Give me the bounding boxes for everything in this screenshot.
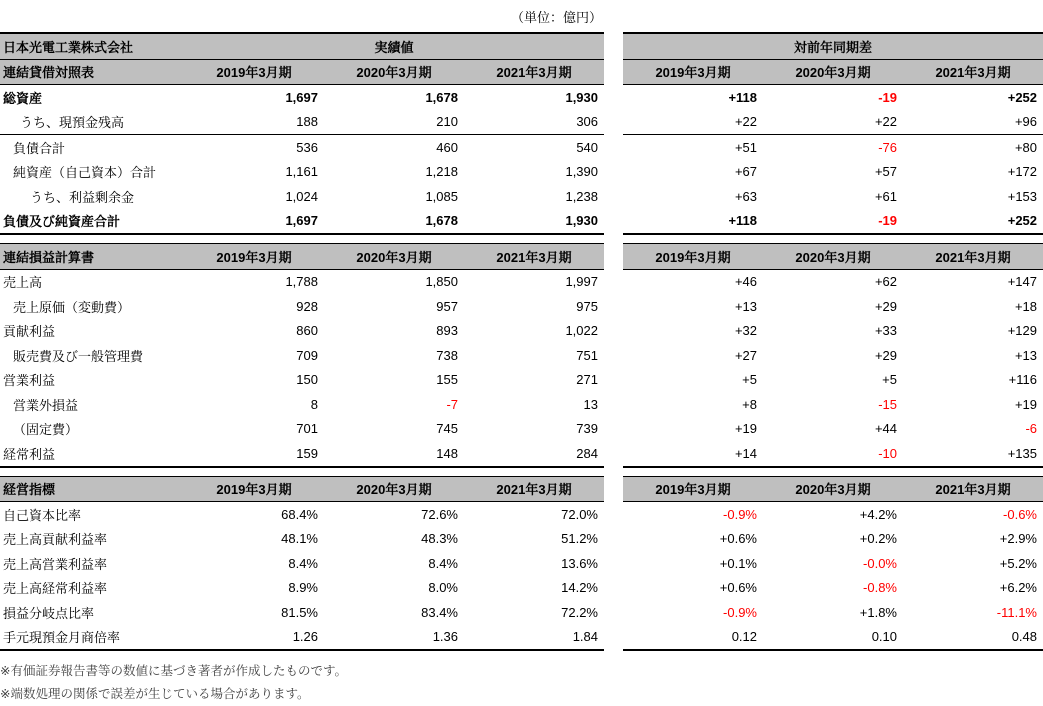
- actual-value-cell: 188: [184, 110, 324, 135]
- diff-value-cell: -0.9%: [723, 506, 757, 522]
- year-header: 2020年3月期: [763, 476, 903, 502]
- diff-value-cell: +13: [1014, 347, 1037, 363]
- unit-label: （単位：億円）: [510, 10, 602, 25]
- year-header: 2021年3月期: [464, 244, 604, 270]
- table-row: [0, 85, 604, 110]
- actual-value-cell: 159: [184, 441, 324, 467]
- income-statement-section: [0, 243, 1043, 468]
- actual-value-cell: 210: [324, 110, 464, 135]
- diff-value-cell: +5.2%: [999, 555, 1037, 571]
- header-row: [623, 476, 1043, 502]
- table-row: [623, 343, 1043, 368]
- actual-value-cell: 1,161: [285, 164, 318, 180]
- row-label: 損益分岐点比率: [3, 605, 95, 621]
- actual-value-cell: 745: [436, 421, 458, 437]
- diff-value-cell: +153: [1007, 188, 1038, 204]
- section-title-kpi: 経営指標: [0, 476, 184, 502]
- diff-value-cell: +13: [734, 298, 757, 314]
- diff-value-cell: +118: [623, 209, 763, 235]
- header-row: [623, 59, 1043, 85]
- table-row: [0, 368, 604, 393]
- diff-header: 対前年同期差: [623, 33, 1043, 59]
- actual-value-cell: 72.6%: [421, 506, 458, 522]
- kpi-actuals-table: [0, 476, 604, 652]
- actual-value-cell: 284: [464, 441, 604, 467]
- actual-value-cell: 13.6%: [561, 555, 598, 571]
- company-name: 日本光電工業株式会社: [0, 33, 184, 59]
- row-label: 販売費及び一般管理費: [13, 348, 144, 364]
- diff-value-cell: +8: [742, 396, 757, 412]
- kpi-actuals-header: [0, 476, 604, 502]
- year-header: 2021年3月期: [903, 59, 1043, 85]
- diff-value-cell: -0.8%: [863, 580, 897, 596]
- actual-value-cell: 1.26: [184, 625, 324, 651]
- diff-value-cell: -15: [878, 396, 897, 412]
- diff-value-cell: -10: [763, 441, 903, 467]
- income-statement-diff-table: [623, 243, 1043, 468]
- actual-value-cell: 14.2%: [561, 580, 598, 596]
- actual-value-cell: 51.2%: [561, 531, 598, 547]
- actual-value-cell: 893: [436, 323, 458, 339]
- header-row: [0, 59, 604, 85]
- table-row: [0, 343, 604, 368]
- kpi-diff-header: [623, 476, 1043, 502]
- diff-value-cell: +0.2%: [859, 531, 897, 547]
- actual-value-cell: 1,022: [565, 323, 598, 339]
- actual-value-cell: 957: [436, 298, 458, 314]
- row-label: うち、現預金残高: [0, 110, 184, 135]
- table-row: [623, 551, 1043, 576]
- year-header: 2021年3月期: [464, 476, 604, 502]
- row-label: 売上高営業利益率: [3, 556, 108, 572]
- table-row: [623, 160, 1043, 185]
- income-statement-actuals-header: [0, 244, 604, 270]
- diff-value-cell: +6.2%: [999, 580, 1037, 596]
- table-row: [0, 110, 604, 135]
- diff-value-cell: +29: [874, 347, 897, 363]
- income-statement-actuals-body: [0, 269, 604, 467]
- row-label: 自己資本比率: [3, 507, 82, 523]
- table-row: [0, 527, 604, 552]
- actual-value-cell: 975: [576, 298, 598, 314]
- footnote: ※端数処理の関係で誤差が生じている場合があります。: [0, 687, 310, 701]
- table-row: [623, 502, 1043, 527]
- diff-value-cell: +0.6%: [719, 531, 757, 547]
- diff-value-cell: +44: [874, 421, 897, 437]
- diff-value-cell: +5: [882, 372, 897, 388]
- year-header: 2019年3月期: [184, 476, 324, 502]
- diff-value-cell: +19: [1014, 396, 1037, 412]
- actual-value-cell: 751: [576, 347, 598, 363]
- actual-value-cell: 739: [576, 421, 598, 437]
- row-label: 負債合計: [13, 140, 66, 156]
- diff-value-cell: +67: [734, 164, 758, 180]
- actual-value-cell: 48.1%: [281, 531, 318, 547]
- actual-value-cell: 13: [583, 396, 598, 412]
- year-header: 2019年3月期: [184, 244, 324, 270]
- table-row: [0, 184, 604, 209]
- year-header: 2020年3月期: [324, 476, 464, 502]
- section-title-income-statement: 連結損益計算書: [0, 244, 184, 270]
- actual-value-cell: 1,218: [425, 164, 458, 180]
- actual-value-cell: 72.0%: [561, 506, 598, 522]
- actual-value-cell: 709: [296, 347, 318, 363]
- actual-value-cell: 8.9%: [288, 580, 318, 596]
- actual-value-cell: 1.36: [324, 625, 464, 651]
- year-header: 2020年3月期: [763, 59, 903, 85]
- actual-value-cell: 460: [436, 139, 458, 155]
- actual-value-cell: 1,678: [425, 89, 458, 105]
- diff-value-cell: +0.6%: [719, 580, 757, 596]
- actual-value-cell: 701: [296, 421, 318, 437]
- actual-value-cell: 306: [464, 110, 604, 135]
- diff-value-cell: -19: [763, 209, 903, 235]
- year-header: 2019年3月期: [184, 59, 324, 85]
- table-row: [0, 576, 604, 601]
- diff-value-cell: +135: [903, 441, 1043, 467]
- actual-value-cell: 81.5%: [281, 604, 318, 620]
- table-row: [623, 625, 1043, 651]
- table-row: [0, 502, 604, 527]
- diff-value-cell: +96: [903, 110, 1043, 135]
- diff-value-cell: +252: [1007, 89, 1038, 105]
- section-title-balance-sheet: 連結貸借対照表: [0, 59, 184, 85]
- diff-value-cell: +5: [742, 372, 757, 388]
- diff-value-cell: +57: [874, 164, 898, 180]
- table-row: [623, 269, 1043, 294]
- actual-value-cell: 155: [436, 372, 458, 388]
- actual-value-cell: 68.4%: [281, 506, 318, 522]
- header-row: [0, 33, 604, 59]
- table-row: [623, 576, 1043, 601]
- diff-value-cell: -11.1%: [996, 604, 1037, 620]
- balance-sheet-actuals-header: [0, 33, 604, 85]
- diff-value-cell: +252: [903, 209, 1043, 235]
- actual-value-cell: 48.3%: [421, 531, 458, 547]
- table-row: [0, 600, 604, 625]
- table-row: [0, 269, 604, 294]
- diff-value-cell: +1.8%: [859, 604, 897, 620]
- table-row: [623, 135, 1043, 160]
- kpi-section: [0, 476, 1043, 652]
- kpi-actuals-body: [0, 502, 604, 651]
- diff-value-cell: -0.6%: [1003, 506, 1037, 522]
- actual-value-cell: 540: [576, 139, 599, 155]
- income-statement-diff-header: [623, 244, 1043, 270]
- diff-value-cell: +22: [623, 110, 763, 135]
- row-label: 売上高貢献利益率: [3, 532, 108, 548]
- header-row: [623, 33, 1043, 59]
- year-header: 2020年3月期: [763, 244, 903, 270]
- table-row: [0, 135, 604, 160]
- diff-value-cell: +29: [874, 298, 897, 314]
- balance-sheet-actuals-body: [0, 85, 604, 235]
- actual-value-cell: 738: [436, 347, 458, 363]
- diff-value-cell: +2.9%: [999, 531, 1037, 547]
- actual-value-cell: 150: [296, 372, 318, 388]
- actual-value-cell: 1,024: [285, 188, 318, 204]
- actual-value-cell: 1,788: [285, 274, 318, 290]
- table-row: [623, 209, 1043, 235]
- actual-value-cell: 8.4%: [428, 555, 458, 571]
- header-row: [0, 244, 604, 270]
- actual-value-cell: 1,678: [324, 209, 464, 235]
- income-statement-diff-body: [623, 269, 1043, 467]
- diff-value-cell: +4.2%: [859, 506, 897, 522]
- table-row: [0, 392, 604, 417]
- table-row: [0, 209, 604, 235]
- row-label: 営業外損益: [13, 397, 79, 413]
- row-label: 営業利益: [3, 373, 56, 389]
- diff-value-cell: +27: [734, 347, 757, 363]
- row-label: 売上原価（変動費）: [13, 299, 131, 315]
- row-label: 総資産: [3, 90, 43, 106]
- row-label: うち、利益剰余金: [30, 189, 135, 205]
- actual-value-cell: 928: [296, 298, 318, 314]
- table-row: [623, 294, 1043, 319]
- year-header: 2020年3月期: [324, 59, 464, 85]
- actual-value-cell: 8.4%: [288, 555, 318, 571]
- diff-value-cell: 0.48: [903, 625, 1043, 651]
- year-header: 2021年3月期: [903, 244, 1043, 270]
- diff-value-cell: +62: [874, 274, 897, 290]
- income-statement-actuals-table: [0, 243, 604, 468]
- diff-value-cell: +14: [623, 441, 763, 467]
- diff-value-cell: +80: [1014, 139, 1038, 155]
- actual-value-cell: 1,085: [425, 188, 458, 204]
- table-row: [0, 160, 604, 185]
- kpi-diff-body: [623, 502, 1043, 651]
- diff-value-cell: +18: [1014, 298, 1037, 314]
- diff-value-cell: +172: [1007, 164, 1038, 180]
- actual-value-cell: 1,238: [565, 188, 599, 204]
- footnote: ※有価証券報告書等の数値に基づき著者が作成したものです。: [0, 664, 347, 678]
- diff-value-cell: -0.0%: [863, 555, 897, 571]
- table-row: [623, 184, 1043, 209]
- actual-value-cell: 8: [310, 396, 318, 412]
- table-row: [0, 417, 604, 442]
- table-row: [623, 527, 1043, 552]
- table-row: [623, 319, 1043, 344]
- table-row: [623, 85, 1043, 110]
- table-row: [0, 294, 604, 319]
- diff-value-cell: +33: [874, 323, 897, 339]
- header-row: [0, 476, 604, 502]
- footnotes: [0, 660, 1043, 706]
- diff-value-cell: +129: [1007, 323, 1037, 339]
- row-label: 売上高: [3, 275, 43, 291]
- balance-sheet-diff-header: [623, 33, 1043, 85]
- actual-value-cell: 1.84: [464, 625, 604, 651]
- row-label: 純資産（自己資本）合計: [13, 165, 157, 181]
- diff-value-cell: -0.9%: [723, 604, 757, 620]
- actual-value-cell: 1,997: [565, 274, 598, 290]
- actual-value-cell: 1,930: [464, 209, 604, 235]
- diff-value-cell: +116: [1008, 372, 1037, 388]
- diff-value-cell: +118: [728, 89, 758, 105]
- table-row: [623, 392, 1043, 417]
- diff-value-cell: +0.1%: [719, 555, 757, 571]
- table-row: [623, 417, 1043, 442]
- table-row: [623, 368, 1043, 393]
- kpi-diff-table: [623, 476, 1043, 652]
- balance-sheet-diff-body: [623, 85, 1043, 235]
- actual-value-cell: 1,390: [565, 164, 599, 180]
- actuals-header: 実績値: [184, 33, 604, 59]
- table-row: [0, 551, 604, 576]
- row-label: 貢献利益: [3, 324, 56, 340]
- table-row: [0, 319, 604, 344]
- balance-sheet-actuals-table: [0, 32, 604, 235]
- row-label: 負債及び純資産合計: [0, 209, 184, 235]
- diff-value-cell: +32: [734, 323, 757, 339]
- table-row: [0, 441, 604, 467]
- balance-sheet-diff-table: [623, 32, 1043, 235]
- row-label: （固定費）: [13, 422, 79, 438]
- diff-value-cell: 0.10: [763, 625, 903, 651]
- diff-value-cell: +61: [874, 188, 898, 204]
- row-label: 手元現預金月商倍率: [0, 625, 184, 651]
- year-header: 2019年3月期: [623, 244, 763, 270]
- actual-value-cell: 8.0%: [428, 580, 458, 596]
- table-row: [623, 441, 1043, 467]
- diff-value-cell: +19: [734, 421, 757, 437]
- year-header: 2021年3月期: [903, 476, 1043, 502]
- actual-value-cell: 148: [324, 441, 464, 467]
- table-row: [0, 625, 604, 651]
- actual-value-cell: 536: [296, 139, 318, 155]
- actual-value-cell: 271: [576, 372, 598, 388]
- row-label: 売上高経常利益率: [3, 581, 108, 597]
- actual-value-cell: 1,697: [184, 209, 324, 235]
- year-header: 2019年3月期: [623, 476, 763, 502]
- year-header: 2020年3月期: [324, 244, 464, 270]
- row-label: 経常利益: [0, 441, 184, 467]
- diff-value-cell: +22: [763, 110, 903, 135]
- balance-sheet-section: [0, 32, 1043, 235]
- diff-value-cell: +63: [734, 188, 758, 204]
- header-row: [623, 244, 1043, 270]
- diff-value-cell: 0.12: [623, 625, 763, 651]
- table-row: [623, 600, 1043, 625]
- actual-value-cell: 72.2%: [561, 604, 598, 620]
- diff-value-cell: -19: [878, 89, 898, 105]
- diff-value-cell: -6: [1025, 421, 1037, 437]
- year-header: 2019年3月期: [623, 59, 763, 85]
- actual-value-cell: -7: [446, 396, 458, 412]
- actual-value-cell: 1,850: [425, 274, 458, 290]
- actual-value-cell: 860: [296, 323, 318, 339]
- table-row: [623, 110, 1043, 135]
- diff-value-cell: +51: [734, 139, 758, 155]
- diff-value-cell: +46: [734, 274, 757, 290]
- actual-value-cell: 1,930: [565, 89, 599, 105]
- diff-value-cell: +147: [1007, 274, 1037, 290]
- year-header: 2021年3月期: [464, 59, 604, 85]
- actual-value-cell: 1,697: [285, 89, 318, 105]
- diff-value-cell: -76: [878, 139, 898, 155]
- actual-value-cell: 83.4%: [421, 604, 458, 620]
